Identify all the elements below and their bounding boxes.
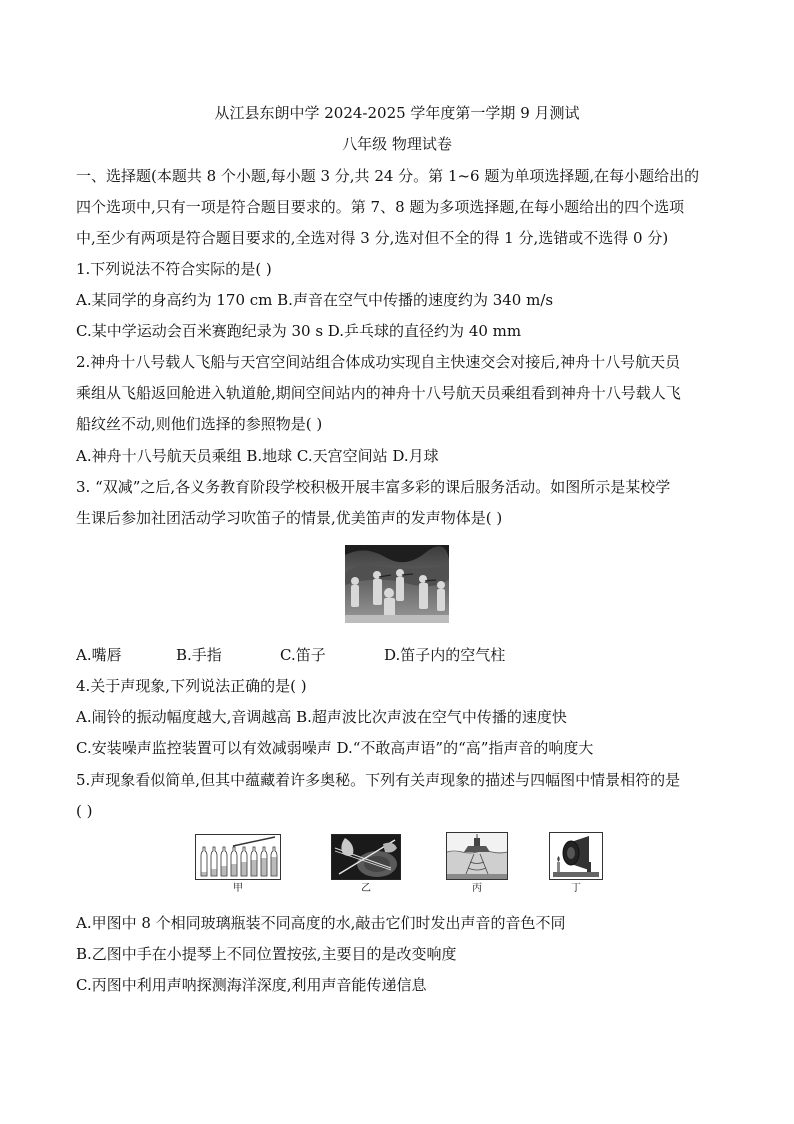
- q2-options: A.神舟十八号航天员乘组 B.地球 C.天宫空间站 D.月球: [76, 447, 439, 465]
- figure-label-ding: 丁: [571, 883, 581, 894]
- q5-stem-line-1: 5.声现象看似简单,但其中蕴藏着许多奥秘。下列有关声现象的描述与四幅图中情景相符的是: [76, 771, 681, 789]
- speaker-candle-figure: [549, 832, 603, 880]
- violin-figure: [331, 834, 401, 880]
- q1-options-cd: C.某中学运动会百米赛跑纪录为 30 s D.乒乓球的直径约为 40 mm: [76, 322, 522, 340]
- figure-label-yi: 乙: [361, 883, 371, 894]
- q3-option-b: B.手指: [176, 646, 222, 664]
- sonar-ship-figure: [446, 832, 508, 880]
- exam-title: 从江县东朗中学 2024-2025 学年度第一学期 9 月测试: [214, 104, 580, 122]
- q3-stem-line-1: 3. “双减”之后,各义务教育阶段学校积极开展丰富多彩的课后服务活动。如图所示是某校学: [76, 478, 671, 496]
- q2-stem-line-2: 乘组从飞船返回舱进入轨道舱,期间空间站内的神舟十八号航天员乘组看到神舟十八号载人飞: [76, 384, 681, 402]
- section-intro-line-1: 一、选择题(本题共 8 个小题,每小题 3 分,共 24 分。第 1~6 题为单项选择题,在每小题给出的: [76, 167, 700, 185]
- q3-stem-line-2: 生课后参加社团活动学习吹笛子的情景,优美笛声的发声物体是( ): [76, 509, 503, 527]
- figure-label-jia: 甲: [233, 883, 243, 894]
- q5-option-c: C.丙图中利用声呐探测海洋深度,利用声音能传递信息: [76, 976, 427, 994]
- q3-option-d: D.笛子内的空气柱: [384, 646, 506, 664]
- q5-stem-line-2: ( ): [76, 802, 93, 820]
- q5-option-b: B.乙图中手在小提琴上不同位置按弦,主要目的是改变响度: [76, 945, 457, 963]
- q3-option-a: A.嘴唇: [76, 646, 122, 664]
- exam-subtitle: 八年级 物理试卷: [342, 135, 452, 153]
- q4-options-cd: C.安装噪声监控装置可以有效减弱噪声 D.“不敢高声语”的“高”指声音的响度大: [76, 739, 594, 757]
- q2-stem-line-3: 船纹丝不动,则他们选择的参照物是( ): [76, 415, 323, 433]
- q4-stem: 4.关于声现象,下列说法正确的是( ): [76, 677, 307, 695]
- section-intro-line-3: 中,至少有两项是符合题目要求的,全选对得 3 分,选对但不全的得 1 分,选错或不选得 0 分): [76, 229, 669, 247]
- flute-students-photo: [345, 545, 449, 623]
- q1-stem: 1.下列说法不符合实际的是( ): [76, 260, 272, 278]
- bottles-figure: [195, 834, 281, 880]
- section-intro-line-2: 四个选项中,只有一项是符合题目要求的。第 7、8 题为多项选择题,在每小题给出的四个选项: [76, 198, 685, 216]
- q2-stem-line-1: 2.神舟十八号载人飞船与天宫空间站组合体成功实现自主快速交会对接后,神舟十八号航天员: [76, 353, 681, 371]
- figure-label-bing: 丙: [472, 883, 482, 894]
- q4-options-ab: A.闹铃的振动幅度越大,音调越高 B.超声波比次声波在空气中传播的速度快: [76, 708, 567, 726]
- q3-options: [76, 645, 716, 665]
- q5-option-a: A.甲图中 8 个相同玻璃瓶装不同高度的水,敲击它们时发出声音的音色不同: [76, 914, 566, 932]
- q1-options-ab: A.某同学的身高约为 170 cm B.声音在空气中传播的速度约为 340 m/s: [76, 291, 554, 309]
- q3-option-c: C.笛子: [280, 646, 326, 664]
